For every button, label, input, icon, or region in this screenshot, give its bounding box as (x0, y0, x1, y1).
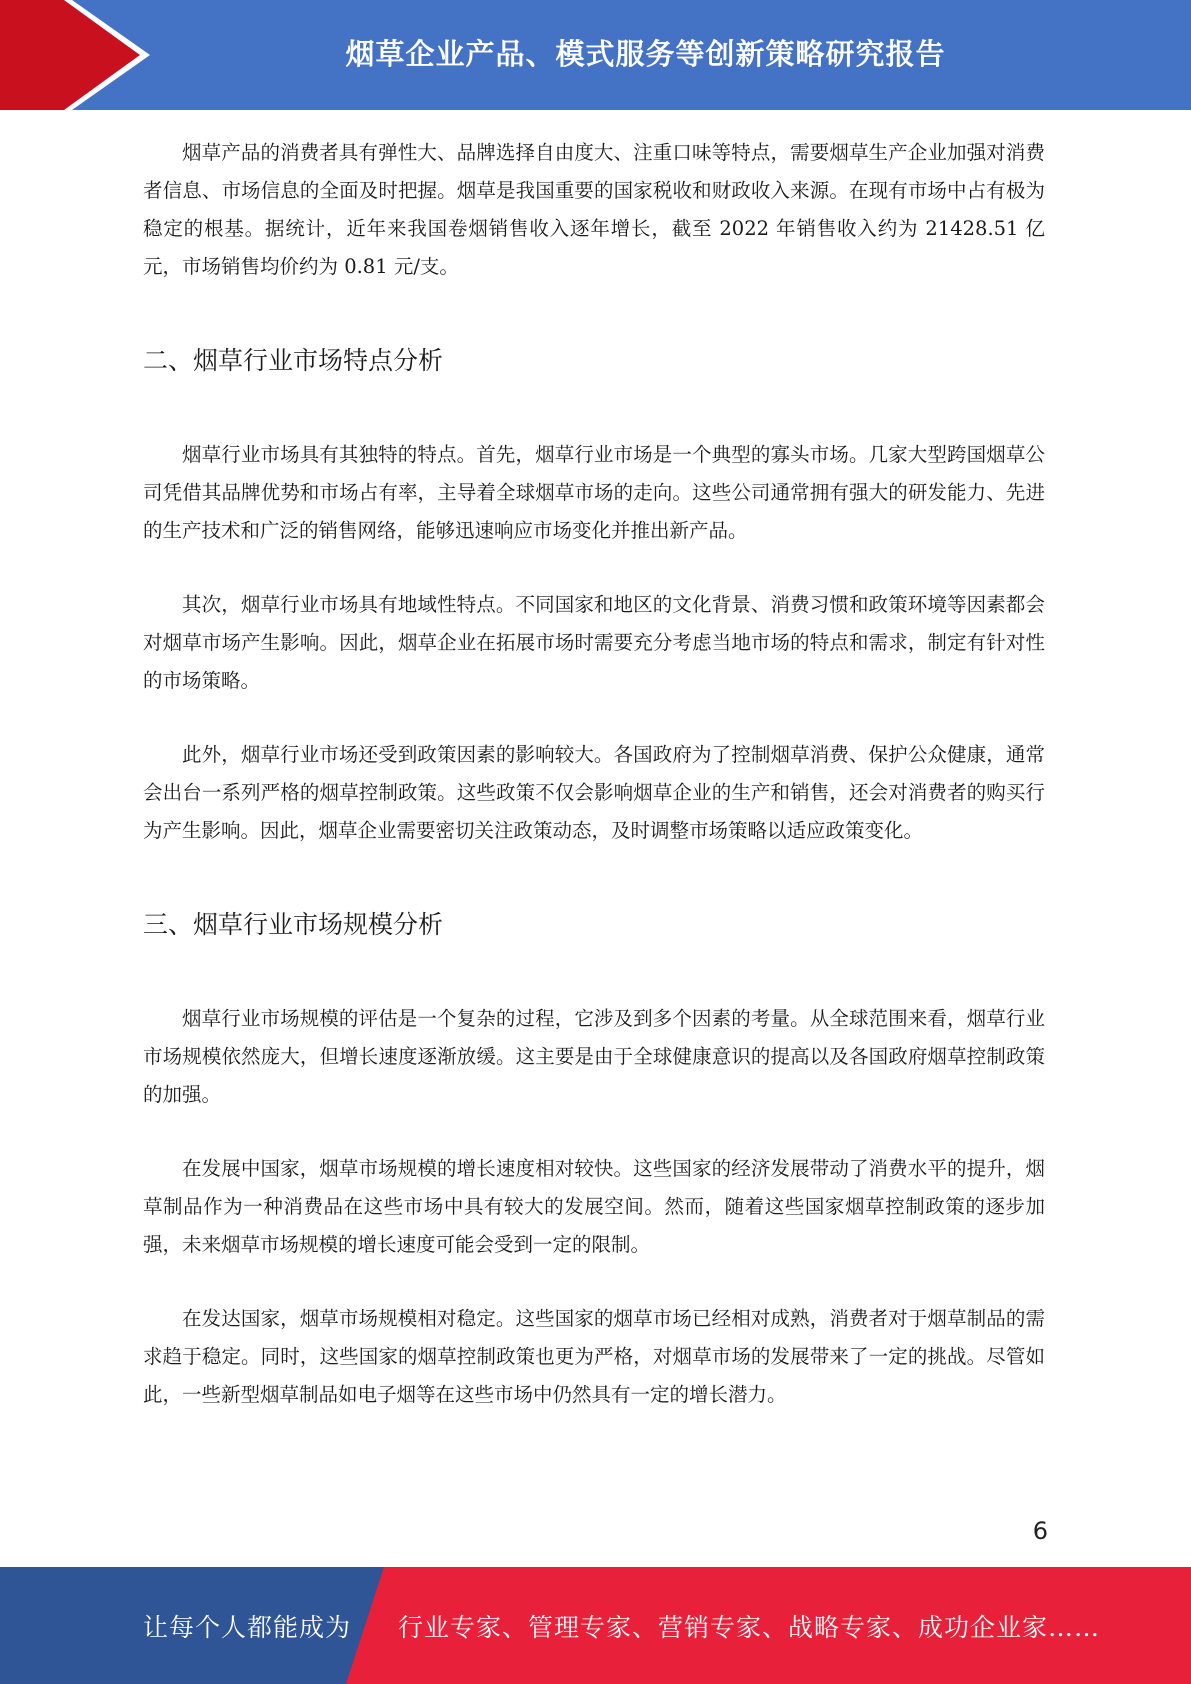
page-number: 6 (1032, 1517, 1048, 1545)
header-arrow-icon (0, 0, 160, 110)
footer-slogan-left: 让每个人都能成为 (143, 1612, 352, 1642)
section-heading-market-size: 三、烟草行业市场规模分析 (143, 910, 444, 939)
footer-slogan-right: 行业专家、管理专家、营销专家、战略专家、成功企业家…… (398, 1612, 1101, 1642)
section2-paragraph-2: 其次，烟草行业市场具有地域性特点。不同国家和地区的文化背景、消费习惯和政策环境等因素都会对烟草市场产生影响。因此，烟草企业在拓展市场时需要充分考虑当地市场的特点和需求，制定有针对性的市场策略。 (143, 593, 1045, 692)
header-band (0, 0, 1191, 110)
report-title: 烟草企业产品、模式服务等创新策略研究报告 (345, 36, 946, 71)
section3-paragraph-1: 烟草行业市场规模的评估是一个复杂的过程，它涉及到多个因素的考量。从全球范围来看，烟草行业市场规模依然庞大，但增长速度逐渐放缓。这主要是由于全球健康意识的提高以及各国政府烟草控制政策的加强。 (143, 1007, 1045, 1106)
section3-paragraph-2: 在发展中国家，烟草市场规模的增长速度相对较快。这些国家的经济发展带动了消费水平的提升，烟草制品作为一种消费品在这些市场中具有较大的发展空间。然而，随着这些国家烟草控制政策的逐步加强，未来烟草市场规模的增长速度可能会受到一定的限制。 (143, 1157, 1045, 1256)
section3-paragraph-3: 在发达国家，烟草市场规模相对稳定。这些国家的烟草市场已经相对成熟，消费者对于烟草制品的需求趋于稳定。同时，这些国家的烟草控制政策也更为严格，对烟草市场的发展带来了一定的挑战。尽管如此，一些新型烟草制品如电子烟等在这些市场中仍然具有一定的增长潜力。 (143, 1307, 1045, 1406)
intro-paragraph: 烟草产品的消费者具有弹性大、品牌选择自由度大、注重口味等特点，需要烟草生产企业加强对消费者信息、市场信息的全面及时把握。烟草是我国重要的国家税收和财政收入来源。在现有市场中占有极为稳定的根基。据统计，近年来我国卷烟销售收入逐年增长，截至 2022 年销售收入约为 21428.51 亿元，市场销售均价约为 0.81 元/支。 (143, 141, 1045, 278)
document-body (143, 134, 1045, 1414)
section2-paragraph-1: 烟草行业市场具有其独特的特点。首先，烟草行业市场是一个典型的寡头市场。几家大型跨国烟草公司凭借其品牌优势和市场占有率，主导着全球烟草市场的走向。这些公司通常拥有强大的研发能力、先进的生产技术和广泛的销售网络，能够迅速响应市场变化并推出新产品。 (143, 443, 1045, 542)
footer-band (0, 1567, 1191, 1684)
section-heading-market-features: 二、烟草行业市场特点分析 (143, 346, 444, 375)
section2-paragraph-3: 此外，烟草行业市场还受到政策因素的影响较大。各国政府为了控制烟草消费、保护公众健康，通常会出台一系列严格的烟草控制政策。这些政策不仅会影响烟草企业的生产和销售，还会对消费者的购买行为产生影响。因此，烟草企业需要密切关注政策动态，及时调整市场策略以适应政策变化。 (143, 743, 1045, 842)
